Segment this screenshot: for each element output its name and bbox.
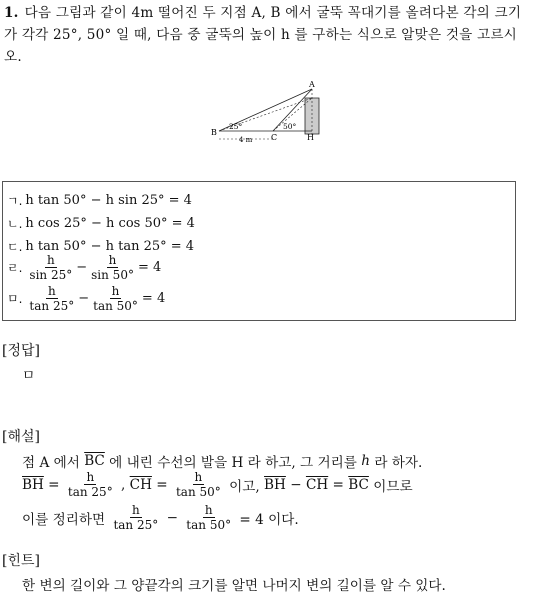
- label-h: H: [307, 133, 314, 142]
- choice-formula: h tan 50° − h tan 25° = 4: [25, 239, 195, 254]
- choice-mark: ㄴ.: [7, 217, 23, 231]
- label-a: A: [309, 80, 315, 89]
- explanation-line-2: $\overline{BH}$ = $\frac{h}{\tan 25^\circ}$ , $\overline{CH}$ = $\frac{h}{\tan 50^\circ}$ 이고, $\overline{BH}$ − $\overline{CH}$ = $\overline{BC}$ 이므로: [22, 470, 413, 499]
- question-number: 1.: [4, 5, 19, 21]
- explanation-label: [해설]: [2, 429, 40, 445]
- distance-label: 4 m: [239, 136, 253, 144]
- explanation-line-1: 점 A 에서 $\overline{BC}$ 에 내린 수선의 발을 H 라 하고, 그 거리를 h 라 하자.: [22, 453, 423, 471]
- fraction: $\frac{h}{\tan 25^\circ}$: [29, 284, 75, 313]
- choice-2[interactable]: [7, 215, 195, 232]
- choice-mark: ㅁ.: [7, 292, 23, 306]
- choices-box: [2, 181, 516, 321]
- choice-1[interactable]: [7, 192, 192, 209]
- choice-5[interactable]: ㅁ. $\frac{h}{\tan 25^\circ}$ − $\frac{h}{\tan 50^\circ}$ = 4: [7, 284, 166, 313]
- fraction: $\frac{h}{\tan 50^\circ}$: [93, 284, 138, 313]
- label-b: B: [211, 128, 217, 137]
- choice-mark: ㄷ.: [7, 240, 23, 254]
- fraction: $\frac{h}{\sin 25^\circ}$: [29, 253, 73, 282]
- label-c: C: [271, 133, 278, 142]
- angle-b-label: 25°: [229, 122, 243, 131]
- explanation-line-3: 이를 정리하면 $\frac{h}{\tan 25^\circ}$ − $\frac{h}{\tan 50^\circ}$ = 4 이다.: [22, 503, 299, 532]
- question-body: 다음 그림과 같이 4m 떨어진 두 지점 A, B 에서 굴뚝 꼭대기를 올려다본 각의 크기가 각각 25°, 50° 일 때, 다음 중 굴뚝의 높이 h 를 구하는 식으로 알맞은 것을 고르시오.: [4, 5, 522, 65]
- angle-c-label: 50°: [283, 122, 297, 131]
- chimney-figure: [205, 78, 335, 148]
- choice-formula: h cos 25° − h cos 50° = 4: [25, 216, 195, 231]
- answer-value: ㅁ: [22, 368, 36, 384]
- choice-mark: ㄱ.: [7, 194, 23, 208]
- choice-formula: h tan 50° − h sin 25° = 4: [25, 193, 192, 208]
- choice-mark: ㄹ.: [7, 261, 23, 275]
- answer-label: [정답]: [2, 343, 40, 359]
- hint-text: 한 변의 길이와 그 양끝각의 크기를 알면 나머지 변의 길이를 알 수 있다.: [22, 578, 446, 594]
- chimney-shape: [305, 98, 319, 134]
- question-text: [4, 2, 532, 68]
- hint-label: [힌트]: [2, 553, 40, 569]
- choice-4[interactable]: ㄹ. $\frac{h}{\sin 25^\circ}$ − $\frac{h}{\sin 50^\circ}$ = 4: [7, 253, 162, 282]
- fraction: $\frac{h}{\sin 50^\circ}$: [91, 253, 134, 282]
